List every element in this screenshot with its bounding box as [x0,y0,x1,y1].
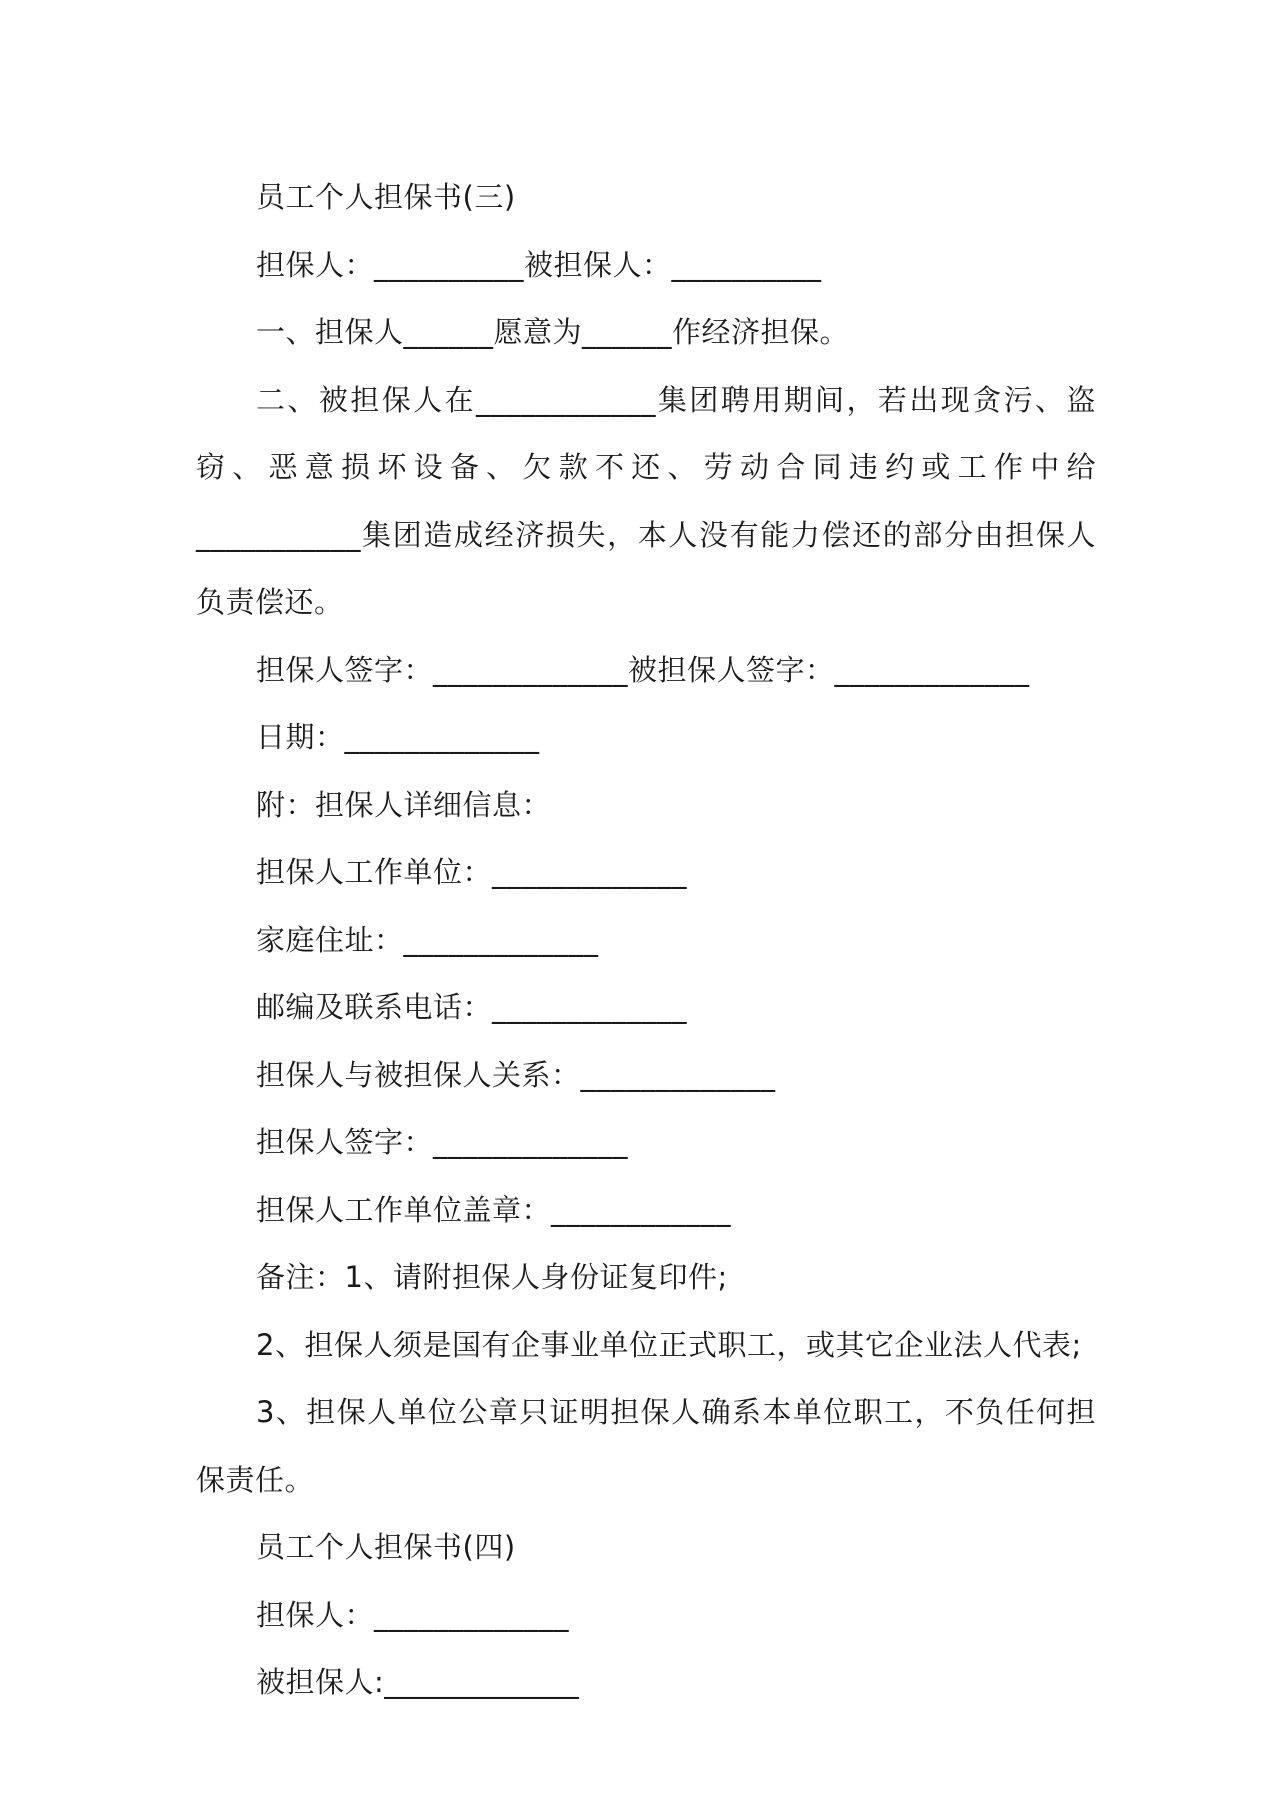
guaranteed-line-4: 被担保人:_____________ [256,1665,580,1699]
note-one: 备注：1、请附担保人身份证复印件; [256,1260,728,1294]
clause-one: 一、担保人______愿意为______作经济担保。 [256,315,850,349]
clause-two: 二、被担保人在____________集团聘用期间，若出现贪污、盗窃、恶意损坏设备、欠款不还、劳动合同违约或工作中给___________集团造成经济损失，本人没有能力偿还的部分由担保人负责偿还。 [196,382,1096,619]
section-title-3: 员工个人担保书(三) [256,180,516,214]
guarantor-line-4: 担保人：_____________ [256,1597,570,1632]
document-body [196,164,1096,1717]
postcode-phone-line: 邮编及联系电话：_____________ [256,990,688,1024]
employer-seal-line: 担保人工作单位盖章：____________ [256,1192,732,1227]
section-title-4: 员工个人担保书(四) [256,1530,516,1564]
guarantor-employer-line: 担保人工作单位：_____________ [256,855,688,889]
guarantor-signature-line: 担保人签字：_____________ [256,1125,629,1159]
signature-line: 担保人签字：_____________被担保人签字：_____________ [256,652,1030,687]
guarantor-and-guaranteed-line: 担保人：__________被担保人：__________ [256,247,822,282]
date-line: 日期：_____________ [256,720,540,754]
note-three: 3、担保人单位公章只证明担保人确系本单位职工，不负任何担保责任。 [196,1395,1096,1497]
relationship-line: 担保人与被担保人关系：_____________ [256,1057,776,1092]
home-address-line: 家庭住址：_____________ [256,922,599,957]
note-two: 2、担保人须是国有企事业单位正式职工，或其它企业法人代表; [256,1327,1082,1362]
appendix-heading: 附：担保人详细信息： [256,787,552,822]
